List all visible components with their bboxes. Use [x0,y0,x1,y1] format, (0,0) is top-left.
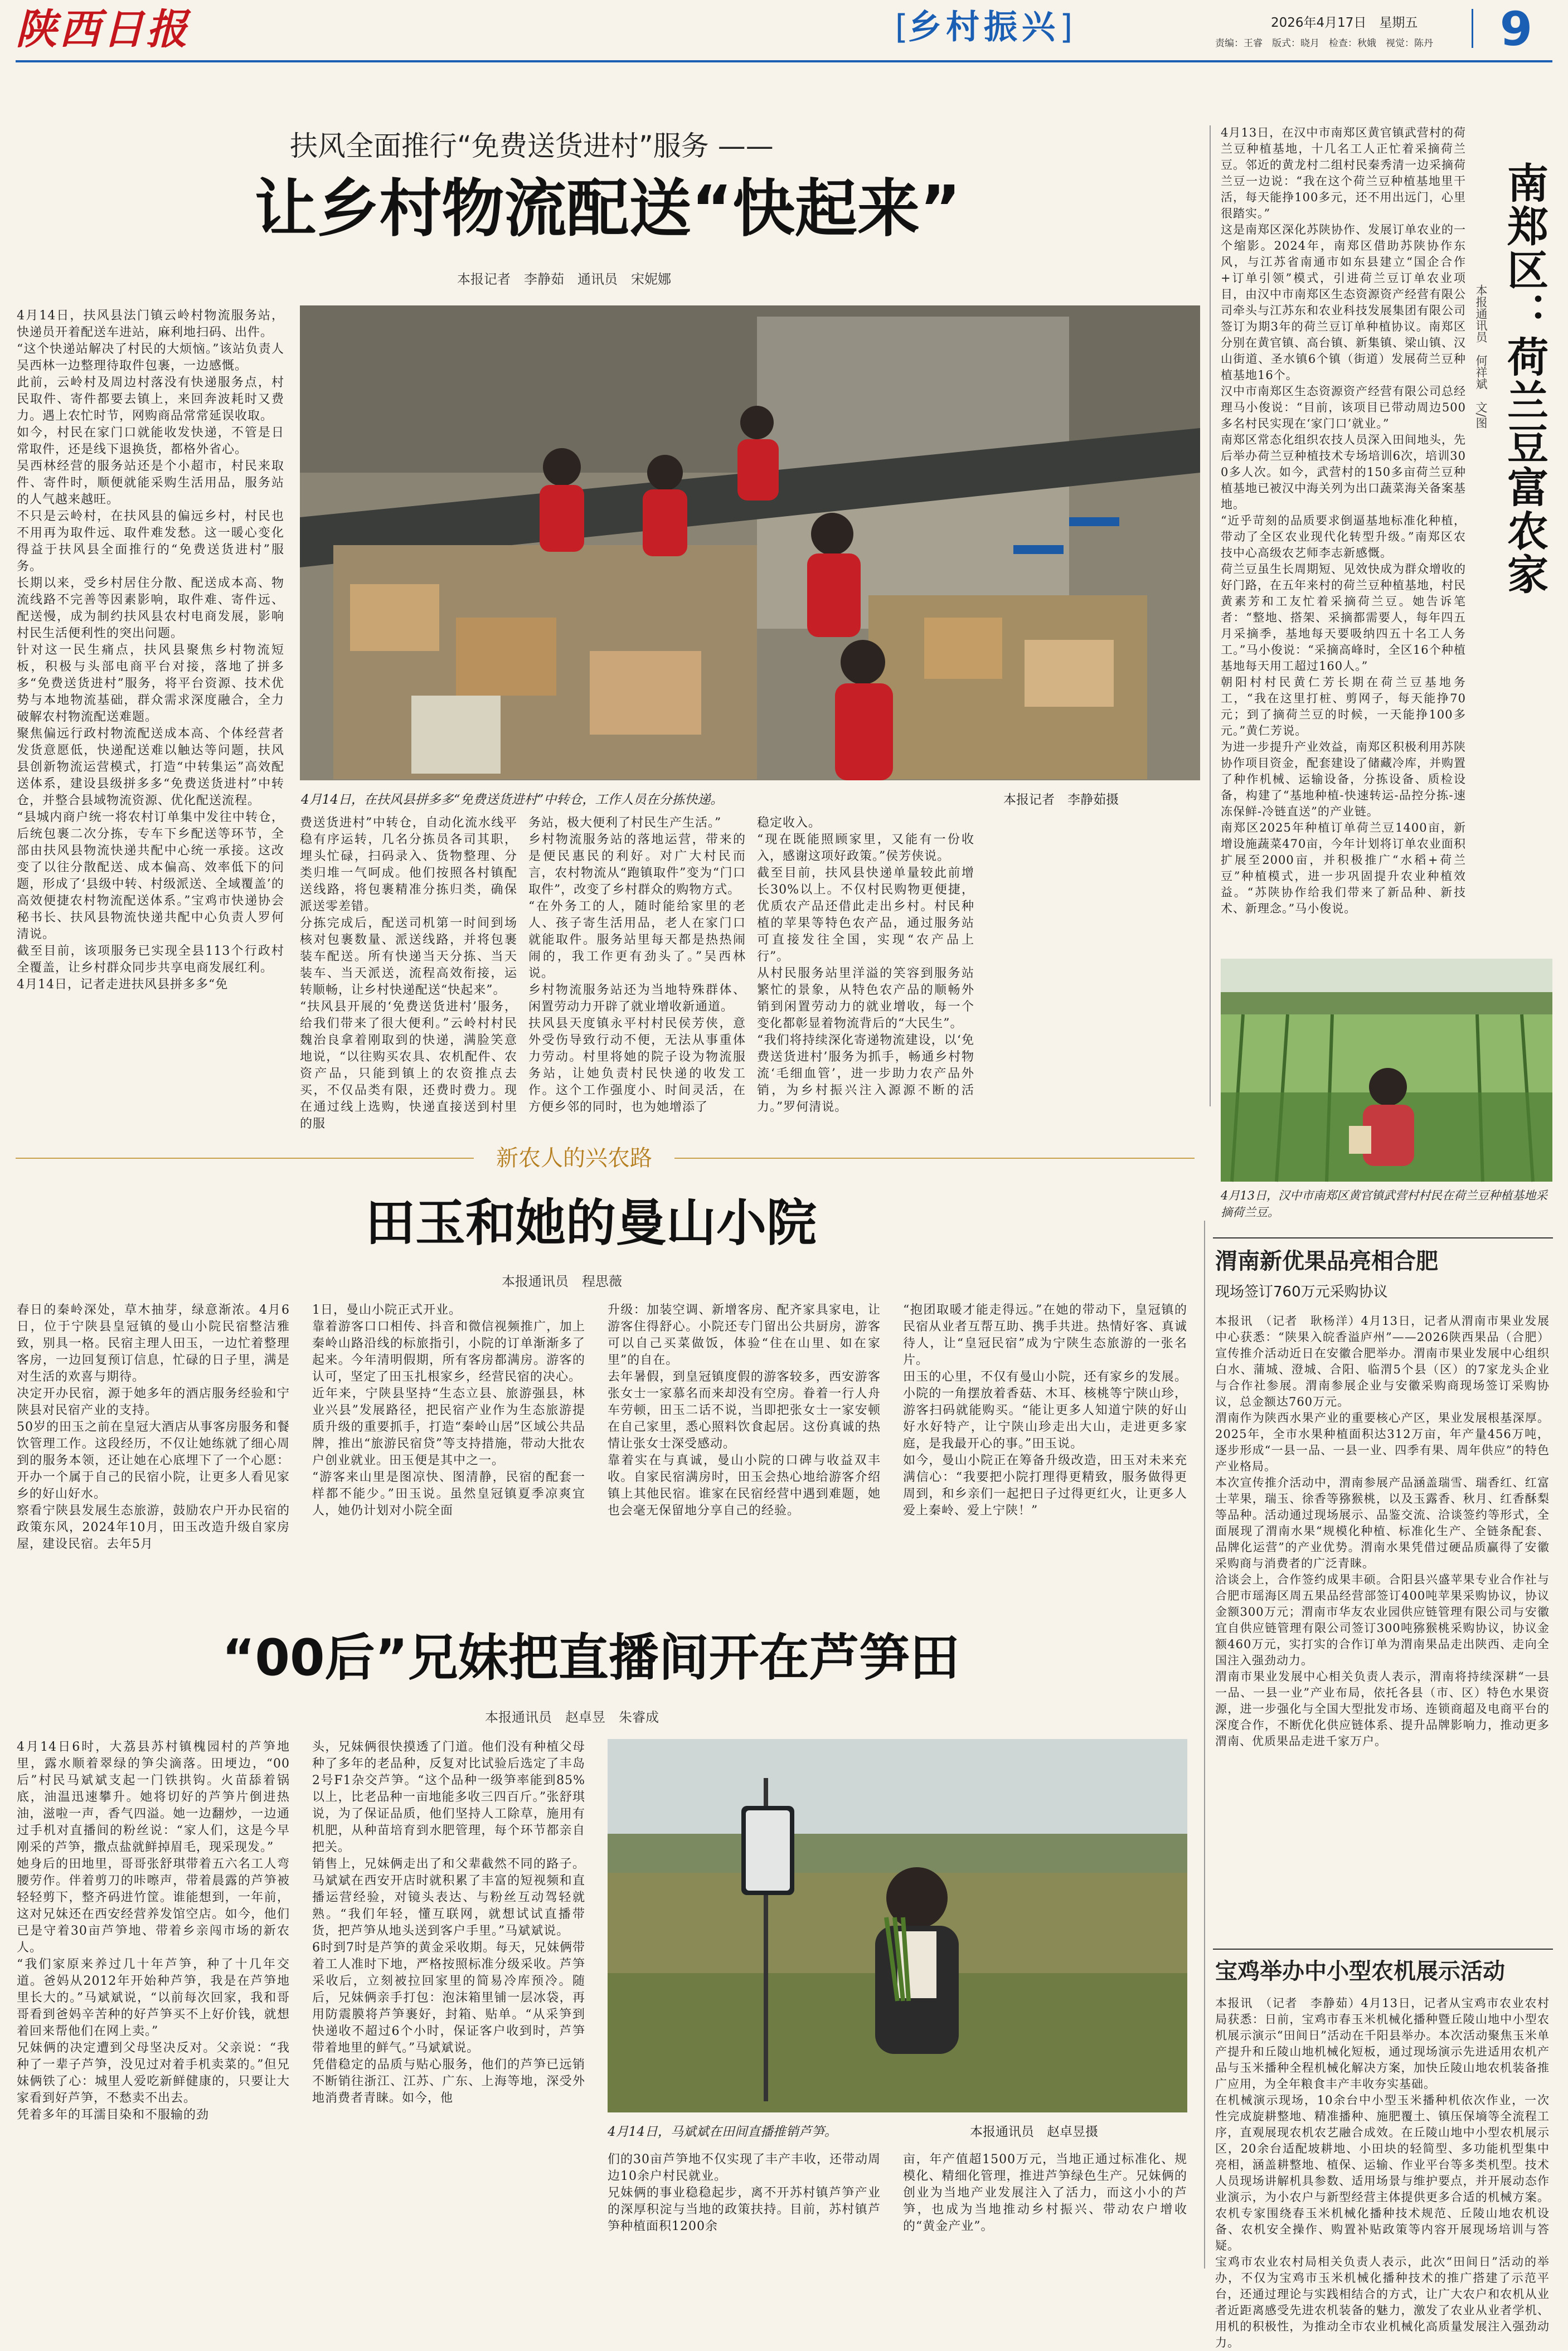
feature-column-1: 春日的秦岭深处，草木抽芽，绿意渐浓。4月6日，位于宁陕县皇冠镇的曼山小院民宿整洁雅致，别具一格。民宿主理人田玉，一边忙着整理客房，一边回复预订信息，忙碌的日子里，满是对生活的欢喜与期待。 决定开办民宿，源于她多年的酒店服务经验和宁陕县对民宿产业的支持。 50岁的田玉之前在皇冠大酒店从事客房服务和餐饮管理工作。这段经历，不仅让她练就了细心周到的服务本领，还让她在心底埋下了一个心愿：开办一个属于自己的民宿小院，让更多人看见家乡的好山好水。 察看宁陕县发展生态旅游，鼓励农户开办民宿的政策东风，2024年10月，田玉改造升级自家房屋，建设民宿。去年5月 [17,1303,290,1551]
lead-kicker: 扶风全面推行“免费送货进村”服务 —— [290,130,774,162]
weinan-subhead: 现场签订760万元采购协议 [1215,1284,1388,1300]
feature-column-2: 1日，曼山小院正式开业。 靠着游客口口相传、抖音和微信视频推广，加上秦岭山路沿线的标旅指引，小院的订单渐渐多了起来。今年清明假期，所有客房都满房。游客的认可，坚定了田玉扎根家乡，经营民宿的决心。 近年来，宁陕县坚持“生态立县、旅游强县，林业兴县”发展路径，把民宿产业作为生态旅游提质升级的重要抓手，打造“秦岭山居”区域公共品牌，推出“旅游民宿贷”等支持措施，带动大批农户创业就业。田玉便是其中之一。 “游客来山里是图凉快、图清静，民宿的配套一样都不能少。”田玉说。虽然皇冠镇夏季凉爽宜人，她仍计划对小院全面 [312,1303,585,1518]
brother-headline: “00后”兄妹把直播间开在芦笋田 [222,1629,960,1687]
brother-photo [608,1739,1187,2112]
brother-column-1: 4月14日6时，大荔县苏村镇槐园村的芦笋地里，露水顺着翠绿的笋尖滴落。田埂边，“00后”村民马斌斌支起一门铁拱钩。火苗舔着锅底，油温迅速攀升。她将切好的芦笋片倒进热油，滋啦一声，香气四溢。她一边翻炒，一边通过手机对直播间的粉丝说：“家人们，这是今早刚采的芦笋，撒点盐就鲜掉眉毛，现采现发。” 她身后的田地里，哥哥张舒琪带着五六名工人弯腰劳作。伴着剪刀的咔嚓声，带着晨露的芦笋被轻轻剪下，整齐码进竹筐。谁能想到，一年前，这对兄妹还在西安经营养发馆空店。如今，他们已是守着30亩芦笋地、带着乡亲闯市场的新农人。 “我们家原来养过几十年芦笋，种了十几年交道。爸妈从2012年开始种芦笋，我是在芦笋地里长大的。”马斌斌说，“以前每次回家，我和哥哥看到爸妈辛苦种的好芦笋买不上好价钱，就想着回来帮他们在网上卖。” 兄妹俩的决定遭到父母坚决反对。父亲说：“我种了一辈子芦笋，没见过对着手机卖菜的。”但兄妹俩铁了心：城里人爱吃新鲜健康的，只要让大家看到好芦笋，不愁卖不出去。 凭着多年的耳濡目染和不服输的劲 [17,1740,290,2122]
lead-side-divider [1210,125,1211,1106]
lead-photo [300,305,1200,780]
brother-photo-caption: 4月14日，马斌斌在田间直播推销芦笋。 [608,2125,837,2139]
masthead-rule [16,60,1552,62]
lead-photo-credit: 本报记者 李静茹摄 [1003,793,1119,807]
section-badge: [乡村振兴] [895,8,1073,47]
feature-column-3: 升级：加装空调、新增客房、配齐家具家电，让游客住得舒心。小院还专门留出公共厨房，游客可以自己买菜做饭，体验“住在山里、如在家里”的自在。 去年暑假，到皇冠镇度假的游客较多，西安游客张女士一家慕名而来却没有空房。眷着一行人舟车劳顿，田玉二话不说，当即把张女士一家安顿在自己家里，悉心照料饮食起居。这份真诚的热情让张女士深受感动。 靠着实在与真诚，曼山小院的口碑与收益双丰收。自家民宿满房时，田玉会热心地给游客介绍镇上其他民宿。谁家在民宿经营中遇到难题，她也会毫无保留地分享自己的经验。 [608,1303,881,1518]
brother-column-4: 亩，年产值超1500万元，当地正通过标准化、规模化、精细化管理，推进芦笋绿色生产。兄妹俩的创业为当地产业发展注入了活力，而这小小的芦笋，也成为当地推动乡村振兴、带动农户增收的“黄金产业”。 [903,2153,1187,2233]
side-photo [1221,959,1552,1182]
side-column-text: 4月13日，在汉中市南郑区黄官镇武营村的荷兰豆种植基地，十几名工人正忙着采摘荷兰豆。邻近的黄龙村二组村民秦秀清一边采摘荷兰豆一边说：“我在这个荷兰豆种植基地里干活，每天能挣100多元，还不用出远门，心里很踏实。” 这是南郑区深化苏陕协作、发展订单农业的一个缩影。2024年，南郑区借助苏陕协作东风，与江苏省南通市如东县建立“国企合作+订单引领”模式，引进荷兰豆订单农业项目，由汉中市南郑区生态资源资产经营有限公司牵头与江苏东和农业科技发展集团有限公司签订为期3年的荷兰豆订单种植协议。南郑区分别在黄官镇、高台镇、新集镇、梁山镇、汉山街道、圣水镇6个镇（街道）发展荷兰豆种植基地16个。 汉中市南郑区生态资源资产经营有限公司总经理马小俊说：“目前，该项目已带动周边500多名村民实现在‘家门口’就业。” 南郑区常态化组织农技人员深入田间地头，先后举办荷兰豆种植技术专场培训6次，培训300多人次。如今，武营村的150多亩荷兰豆种植基地已被汉中海关列为出口蔬菜海关备案基地。 “近乎苛刻的品质要求倒逼基地标准化种植，带动了全区农业现代化转型升级。”南郑区农技中心高级农艺师李志新感慨。 荷兰豆虽生长周期短、见效快成为群众增收的好门路，在五年来村的荷兰豆种植基地，村民黄素芳和工友忙着采摘荷兰豆。她告诉笔者：“整地、搭架、采摘都需要人，每年四五月采摘季，基地每天要吸纳四五十名工人务工。”马小俊说：“采摘高峰时，全区16个种植基地每天用工超过160人。” 朝阳村村民黄仁芳长期在荷兰豆基地务工，“我在这里打桩、剪网子，每天能挣70元；到了摘荷兰豆的时候，一天能挣100多元。”黄仁芳说。 为进一步提升产业效益，南郑区积极利用苏陕协作项目资金，配套建设了储藏冷库，并购置了种作机械、运输设备，分拣设备、质检设备，构建了“基地种植-快速转运-品控分拣-速冻保鲜-冷链直送”的产业链。 南郑区2025年种植订单荷兰豆1400亩，新增设施蔬菜470亩，今年计划将订单农业面积扩展至2000亩，并积极推广“水稻+荷兰豆”种植模式，进一步巩固提升农业种植效益。“苏陕协作给我们带来了新品种、新技术、新理念。”马小俊说。 [1221,126,1466,915]
feature-column-label: 新农人的兴农路 [474,1145,674,1172]
lead-byline: 本报记者 李静茹 通讯员 宋妮娜 [457,271,671,287]
lead-column-1: 4月14日，扶风县法门镇云岭村物流服务站，快递员开着配送车进站，麻利地扫码、出件。 “这个快递站解决了村民的大烦恼。”该站负责人吴西林一边整理待取件包裹，一边感慨。 此前，云岭村及周边村落没有快递服务点，村民取件、寄件都要去镇上，来回奔波耗时又费力。遇上农忙时节，网购商品常常延误收取。 如今，村民在家门口就能收发快递，不管是日常取件，还是线下退换货，都格外省心。 吴西林经营的服务站还是个小超市，村民来取件、寄件时，顺便就能采购生活用品，服务站的人气越来越旺。 不只是云岭村，在扶风县的偏远乡村，村民也不用再为取件远、取件难发愁。这一暖心变化得益于扶风县全面推行的“免费送货进村”服务。 长期以来，受乡村居住分散、配送成本高、物流线路不完善等因素影响，取件难、寄件远、配送慢，成为制约扶风县农村电商发展，影响村民生活便利性的突出问题。 针对这一民生痛点，扶风县聚焦乡村物流短板，积极与头部电商平台对接，落地了拼多多“免费送货进村”服务，将平台资源、技术优势与本地物流基础，群众需求深度融合，全力破解农村物流配送难题。 聚焦偏远行政村物流配送成本高、个体经营者发货意愿低，快递配送难以触达等问题，扶风县创新物流运营模式，打造“中转集运”高效配送体系，建设县级拼多多“免费送货进村”中转仓，并整合县域物流资源、优化配送流程。 “县城内商户统一将农村订单集中发往中转仓，后统包裹二次分拣，专车下乡配送等环节，全部由扶风县物流快递共配中心统一承接。这改变了以往分散配送、成本偏高、效率低下的问题，形成了‘县级中转、村级派送、全域覆盖’的高效便捷农村物流配送体系。”宝鸡市快递协会秘书长、扶风县物流快递共配中心负责人罗何清说。 截至目前，该项服务已实现全县113个行政村全覆盖，让乡村群众同步共享电商发展红利。 4月14日，记者走进扶风县拼多多“免 [17,309,284,992]
lead-column-3: 务站，极大便利了村民生产生活。” 乡村物流服务站的落地运营，带来的是便民惠民的利好。对广大村民而言，农村物流从“跑镇取件”变为“门口取件”，改变了乡村群众的购物方式。 “在外务工的人，随时能给家里的老人、孩子寄生活用品，老人在家门口就能取件。服务站里每天都是热热闹闹的，我工作更有劲头了。”吴西林说。 乡村物流服务站还为当地特殊群体、闲置劳动力开辟了就业增收新通道。 扶风县天度镇永平村村民侯芳侠，意外受伤导致行动不便，无法从事重体力劳动。村里将她的院子设为物流服务站，让她负责村民快递的收发工作。这个工作强度小、时间灵活，在方便乡邻的同时，也为她增添了 [528,816,746,1114]
masthead [0,0,1568,61]
feature-byline: 本报通讯员 程思薇 [502,1274,622,1289]
baoji-rule [1213,1949,1553,1950]
side-byline: 本报通讯员 何祥斌 文/图 [1474,284,1488,429]
feature-column-4: “抱团取暖才能走得远。”在她的带动下，皇冠镇的民宿从业者互帮互助、携手共进。热情好客、真诚待人，让“皇冠民宿”成为宁陕生态旅游的一张名片。 田玉的心里，不仅有曼山小院，还有家乡的发展。小院的一角摆放着香菇、木耳、核桃等宁陕山珍，游客扫码就能购买。“能让更多人知道宁陕的好山好水好特产，让宁陕山珍走出大山，走进更多家庭，是我最开心的事。”田玉说。 如今，曼山小院正在筹备升级改造，田玉对未来充满信心：“我要把小院打理得更精致，服务做得更周到，和乡亲们一起把日子过得更红火，让更多人爱上秦岭、爱上宁陕！” [903,1303,1187,1518]
page-number: 9 [1499,2,1533,56]
lead-photo-caption: 4月14日，在扶风县拼多多“免费送货进村”中转仓，工作人员在分拣快递。 [301,793,724,807]
editor-credits: 责编：王睿 版式：晓月 检查：秋娥 视觉：陈丹 [1215,38,1433,49]
lead-column-4: 稳定收入。 “现在既能照顾家里，又能有一份收入，感谢这项好政策。”侯芳侠说。 截至目前，扶风县快递单量较此前增长30%以上。不仅村民购物更便捷，优质农产品还借此走出乡村。村民种植的苹果等特色农产品，通过服务站可直接发往全国，实现“农产品上行”。 从村民服务站里洋溢的笑容到服务站繁忙的景象，从特色农产品的顺畅外销到闲置劳动力的就业增收，每一个变化都彰显着物流背后的“大民生”。 “我们将持续深化寄递物流建设，以‘免费送货进村’服务为抓手，畅通乡村物流‘毛细血管’，进一步助力农产品外销，为乡村振兴注入源源不断的活力。”罗何清说。 [757,816,974,1114]
lead-headline: 让乡村物流配送“快起来” [254,173,961,245]
side-photo-caption: 4月13日，汉中市南郑区黄官镇武营村村民在荷兰豆种植基地采摘荷兰豆。 [1221,1189,1548,1219]
weinan-rule [1213,1237,1553,1238]
newspaper-logo: 陕西日报 [16,6,190,54]
baoji-body: 本报讯 （记者 李静茹）4月13日，记者从宝鸡市农业农村局获悉：日前，宝鸡市春玉米机械化播种暨丘陵山地中小型农机展示演示“田间日”活动在千阳县举办。本次活动聚焦玉米单产提升和丘陵山地机械化短板，通过现场演示先进适用农机产品与玉米播种全程机械化解决方案，加快丘陵山地农机装备推广应用，为全年粮食丰产丰收夯实基础。 在机械演示现场，10余台中小型玉米播种机依次作业，一次性完成旋耕整地、精准播种、施肥覆土、镇压保墒等全流程工序，直观展现农机农艺融合成效。在丘陵山地中小型农机展示区，20余台适配坡耕地、小田块的轻简型、多功能机型集中亮相，涵盖耕整地、植保、运输、作业平台等多类机型。技术人员现场讲解机具参数、适用场景与维护要点，并开展动态作业演示，为小农户与新型经营主体提供更多合适的机械方案。农机专家围绕春玉米机械化播种技术规范、丘陵山地农机设备、农机安全操作、购置补贴政策等内容开展现场培训与答疑。 宝鸡市农业农村局相关负责人表示，此次“田间日”活动的举办，不仅为宝鸡市玉米机械化播种技术的推广搭建了示范平台，还通过理论与实践相结合的方式，让广大农户和农机从业者近距离感受先进农机装备的魅力，激发了农业从业者学机、用机的积极性，为推动全市农业机械化高质量发展注入强劲动力。 [1215,1997,1550,2349]
weinan-headline: 渭南新优果品亮相合肥 [1215,1249,1438,1274]
feature-headline: 田玉和她的曼山小院 [365,1194,817,1252]
issue-date: 2026年4月17日 星期五 [1271,16,1418,30]
brother-column-3: 们的30亩芦笋地不仅实现了丰产丰收，还带动周边10余户村民就业。 兄妹俩的事业稳稳起步，离不开苏村镇芦笋产业的深厚积淀与当地的政策扶持。目前，苏村镇芦笋种植面积1200余 [608,2153,881,2233]
lead-column-2: 费送货进村”中转仓，自动化流水线平稳有序运转，几名分拣员各司其职，埋头忙碌，扫码录入、货物整理、分类归堆一气呵成。他们按照各村镇配送线路，将包裹精准分拣归类，确保派送零差错。 分拣完成后，配送司机第一时间到场核对包裹数量、派送线路，并将包裹装车配送。所有快递当天分拣、当天装车、当天派送，流程高效衔接，运转顺畅，让乡村快递配送“快起来”。 “扶风县开展的‘免费送货进村’服务，给我们带来了很大便利。”云岭村村民魏治良拿着刚取到的快递，满脸笑意地说，“以往购买农具、农机配件、农资产品，只能到镇上的农资推点去买，不仅品类有限，还费时费力。现在通过线上选购，快递直接送到村里的服 [300,816,517,1131]
brother-byline: 本报通讯员 赵卓昱 朱睿成 [485,1709,659,1725]
baoji-headline: 宝鸡举办中小型农机展示活动 [1215,1959,1505,1984]
page-number-divider [1472,9,1473,48]
weinan-body: 本报讯 （记者 耿杨洋）4月13日，记者从渭南市果业发展中心获悉：“陕果入皖香溢庐州”——2026陕西果品（合肥）宣传推介活动近日在安徽合肥举办。渭南市果业发展中心组织白水、蒲城、澄城、合阳、临渭5个县（区）的7家龙头企业与合作社参展。渭南参展企业与安徽采购商现场签订采购协议，总金额达760万元。 渭南作为陕西水果产业的重要核心产区，果业发展根基深厚。2025年，全市水果种植面积达312万亩，年产量456万吨，逐步形成“一县一品、一县一业、四季有果、周年供应”的特色产业格局。 本次宣传推介活动中，渭南参展产品涵盖瑞雪、瑞香红、红富士苹果，瑞玉、徐香等猕猴桃，以及玉露香、秋月、红香酥梨等品种。活动通过现场展示、品鉴交流、洽谈签约等形式，全面展现了渭南水果“规模化种植、标准化生产、全链条配套、品牌化运营”的产业优势。渭南水果凭借过硬品质赢得了安徽采购商与消费者的广泛青睐。 洽谈会上，合作签约成果丰硕。合阳县兴盛苹果专业合作社与合肥市瑶海区周五果品经营部签订400吨苹果采购协议，协议金额300万元；渭南市华友农业园供应链管理有限公司与安徽宜自供应链管理有限公司签订300吨猕猴桃采购协议，协议金额460万元，实打实的合作订单为渭南果品走出陕西、走向全国注入强劲动力。 渭南市果业发展中心相关负责人表示，渭南将持续深耕“一县一品、一县一业”产业布局，依托各县（市、区）特色水果资源，进一步强化与全国大型批发市场、连锁商超及电商平台的深度合作，不断优化供应链体系、提升品牌影响力，推动更多渭南、优质果品走进千家万户。 [1215,1314,1550,1748]
section-title: 乡村振兴 [908,8,1060,47]
brother-column-2: 头，兄妹俩很快摸透了门道。他们没有种植父母种了多年的老品种，反复对比试验后选定了丰岛2号F1杂交芦笋。“这个品种一级笋率能到85%以上，比老品种一亩地能多收三四百斤。”张舒琪说，为了保证品质，他们坚持人工除草，施用有机肥，从种苗培育到水肥管理，每个环节都亲自把关。 销售上，兄妹俩走出了和父辈截然不同的路子。马斌斌在西安开店时就积累了丰富的短视频和直播运营经验，对镜头表达、与粉丝互动驾轻就熟。“我们年轻，懂互联网，就想试试直播带货，把芦笋从地头送到客户手里。”马斌斌说。 6时到7时是芦笋的黄金采收期。每天，兄妹俩带着工人准时下地，严格按照标准分级采收。芦笋采收后，立刻被拉回家里的简易冷库预冷。随后，兄妹俩亲手打包：泡沫箱里铺一层冰袋，再用防震膜将芦笋裹好，封箱、贴单。“从采笋到快递收不超过6个小时，保证客户收到时，芦笋带着地里的鲜气。”马斌斌说。 凭借稳定的品质与贴心服务，他们的芦笋已远销不断销往浙江、江苏、广东、上海等地，深受外地消费者青睐。如今，他 [312,1740,585,2105]
brother-photo-credit: 本报通讯员 赵卓昱摄 [970,2125,1098,2139]
side-headline: 南郑区：荷兰豆富农家 [1501,162,1548,596]
bottom-section-divider [1204,1221,1205,2269]
